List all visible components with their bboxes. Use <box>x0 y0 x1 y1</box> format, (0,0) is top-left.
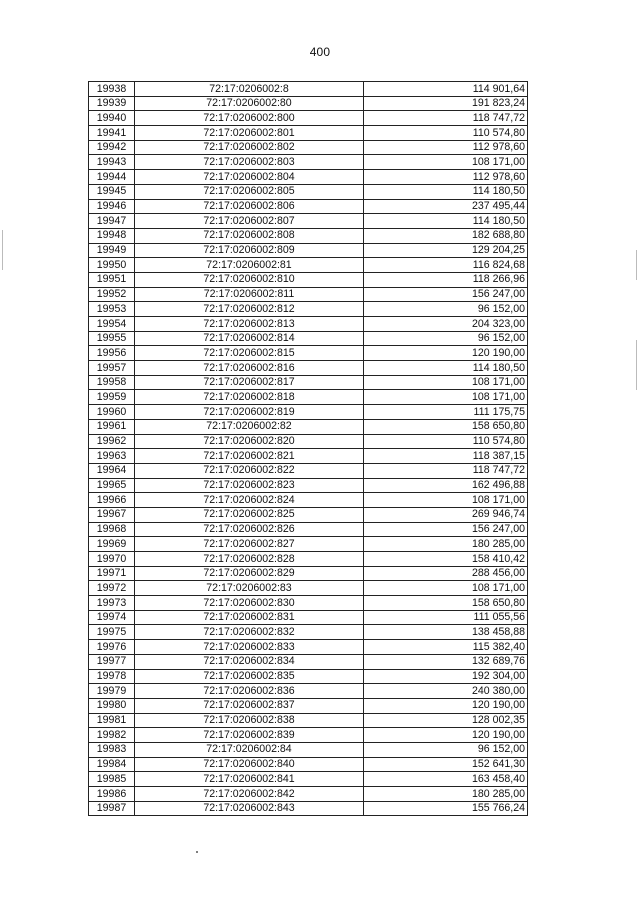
scan-speck <box>196 851 198 853</box>
cadastral-number-cell: 72:17:0206002:835 <box>135 669 364 684</box>
cadastral-value-cell: 118 266,96 <box>364 272 528 287</box>
row-number-cell: 19954 <box>89 317 135 332</box>
cadastral-number-cell: 72:17:0206002:832 <box>135 625 364 640</box>
cadastral-value-cell: 158 650,80 <box>364 419 528 434</box>
row-number-cell: 19986 <box>89 787 135 802</box>
cadastral-value-cell: 118 387,15 <box>364 449 528 464</box>
row-number-cell: 19959 <box>89 390 135 405</box>
cadastral-number-cell: 72:17:0206002:804 <box>135 170 364 185</box>
cadastral-value-cell: 108 171,00 <box>364 493 528 508</box>
cadastral-value-cell: 112 978,60 <box>364 140 528 155</box>
table-row <box>89 228 528 243</box>
cadastral-number-cell: 72:17:0206002:81 <box>135 258 364 273</box>
page-number: 400 <box>309 45 331 59</box>
table-row <box>89 170 528 185</box>
cadastral-number-cell: 72:17:0206002:801 <box>135 126 364 141</box>
cadastral-number-cell: 72:17:0206002:803 <box>135 155 364 170</box>
table-row <box>89 155 528 170</box>
row-number-cell: 19960 <box>89 405 135 420</box>
cadastral-value-cell: 192 304,00 <box>364 669 528 684</box>
cadastral-value-cell: 156 247,00 <box>364 287 528 302</box>
table-row <box>89 419 528 434</box>
row-number-cell: 19984 <box>89 757 135 772</box>
cadastral-number-cell: 72:17:0206002:840 <box>135 757 364 772</box>
cadastral-number-cell: 72:17:0206002:841 <box>135 772 364 787</box>
row-number-cell: 19982 <box>89 728 135 743</box>
cadastral-value-cell: 182 688,80 <box>364 228 528 243</box>
cadastral-value-cell: 163 458,40 <box>364 772 528 787</box>
table-row <box>89 214 528 229</box>
cadastral-number-cell: 72:17:0206002:829 <box>135 566 364 581</box>
cadastral-value-cell: 158 650,80 <box>364 596 528 611</box>
row-number-cell: 19979 <box>89 684 135 699</box>
row-number-cell: 19968 <box>89 522 135 537</box>
cadastral-value-cell: 114 901,64 <box>364 82 528 97</box>
row-number-cell: 19977 <box>89 654 135 669</box>
row-number-cell: 19978 <box>89 669 135 684</box>
table-row <box>89 434 528 449</box>
scan-edge-right-lower <box>636 340 637 390</box>
table-row <box>89 742 528 757</box>
table-row <box>89 698 528 713</box>
cadastral-number-cell: 72:17:0206002:811 <box>135 287 364 302</box>
row-number-cell: 19967 <box>89 507 135 522</box>
row-number-cell: 19953 <box>89 302 135 317</box>
row-number-cell: 19970 <box>89 552 135 567</box>
row-number-cell: 19987 <box>89 801 135 816</box>
row-number-cell: 19983 <box>89 742 135 757</box>
cadastral-number-cell: 72:17:0206002:84 <box>135 742 364 757</box>
row-number-cell: 19974 <box>89 610 135 625</box>
table-row <box>89 581 528 596</box>
cadastral-number-cell: 72:17:0206002:837 <box>135 698 364 713</box>
table-row <box>89 272 528 287</box>
cadastral-number-cell: 72:17:0206002:843 <box>135 801 364 816</box>
cadastral-value-cell: 114 180,50 <box>364 361 528 376</box>
row-number-cell: 19958 <box>89 375 135 390</box>
table-row <box>89 537 528 552</box>
row-number-cell: 19948 <box>89 228 135 243</box>
table-row <box>89 302 528 317</box>
cadastral-number-cell: 72:17:0206002:838 <box>135 713 364 728</box>
row-number-cell: 19955 <box>89 331 135 346</box>
cadastral-number-cell: 72:17:0206002:83 <box>135 581 364 596</box>
table-row <box>89 390 528 405</box>
cadastral-value-cell: 120 190,00 <box>364 728 528 743</box>
table-row <box>89 757 528 772</box>
cadastral-value-cell: 288 456,00 <box>364 566 528 581</box>
cadastral-value-cell: 108 171,00 <box>364 390 528 405</box>
cadastral-number-cell: 72:17:0206002:824 <box>135 493 364 508</box>
cadastral-value-cell: 114 180,50 <box>364 214 528 229</box>
cadastral-value-cell: 180 285,00 <box>364 787 528 802</box>
cadastral-number-cell: 72:17:0206002:823 <box>135 478 364 493</box>
table-row <box>89 728 528 743</box>
cadastral-number-cell: 72:17:0206002:828 <box>135 552 364 567</box>
cadastral-value-cell: 108 171,00 <box>364 155 528 170</box>
cadastral-value-cell: 96 152,00 <box>364 742 528 757</box>
cadastral-number-cell: 72:17:0206002:842 <box>135 787 364 802</box>
cadastral-value-cell: 152 641,30 <box>364 757 528 772</box>
row-number-cell: 19940 <box>89 111 135 126</box>
cadastral-number-cell: 72:17:0206002:818 <box>135 390 364 405</box>
table-row <box>89 507 528 522</box>
cadastral-value-cell: 180 285,00 <box>364 537 528 552</box>
cadastral-value-cell: 191 823,24 <box>364 96 528 111</box>
cadastral-number-cell: 72:17:0206002:80 <box>135 96 364 111</box>
cadastral-number-cell: 72:17:0206002:815 <box>135 346 364 361</box>
cadastral-number-cell: 72:17:0206002:834 <box>135 654 364 669</box>
cadastral-value-cell: 128 002,35 <box>364 713 528 728</box>
row-number-cell: 19980 <box>89 698 135 713</box>
row-number-cell: 19950 <box>89 258 135 273</box>
table-row <box>89 405 528 420</box>
table-row <box>89 566 528 581</box>
cadastral-value-table <box>88 81 528 816</box>
table-row <box>89 801 528 816</box>
table-row <box>89 317 528 332</box>
row-number-cell: 19973 <box>89 596 135 611</box>
row-number-cell: 19943 <box>89 155 135 170</box>
table-row <box>89 140 528 155</box>
table-row <box>89 287 528 302</box>
cadastral-number-cell: 72:17:0206002:826 <box>135 522 364 537</box>
cadastral-number-cell: 72:17:0206002:814 <box>135 331 364 346</box>
table-row <box>89 449 528 464</box>
cadastral-number-cell: 72:17:0206002:812 <box>135 302 364 317</box>
cadastral-number-cell: 72:17:0206002:820 <box>135 434 364 449</box>
row-number-cell: 19965 <box>89 478 135 493</box>
cadastral-number-cell: 72:17:0206002:82 <box>135 419 364 434</box>
cadastral-number-cell: 72:17:0206002:821 <box>135 449 364 464</box>
cadastral-value-cell: 110 574,80 <box>364 126 528 141</box>
cadastral-value-cell: 120 190,00 <box>364 346 528 361</box>
table-row <box>89 684 528 699</box>
cadastral-value-cell: 158 410,42 <box>364 552 528 567</box>
row-number-cell: 19944 <box>89 170 135 185</box>
cadastral-number-cell: 72:17:0206002:808 <box>135 228 364 243</box>
table-row <box>89 787 528 802</box>
table-row <box>89 552 528 567</box>
cadastral-value-cell: 237 495,44 <box>364 199 528 214</box>
cadastral-number-cell: 72:17:0206002:836 <box>135 684 364 699</box>
cadastral-value-cell: 112 978,60 <box>364 170 528 185</box>
row-number-cell: 19981 <box>89 713 135 728</box>
table-row <box>89 713 528 728</box>
table-row <box>89 669 528 684</box>
cadastral-value-cell: 269 946,74 <box>364 507 528 522</box>
row-number-cell: 19971 <box>89 566 135 581</box>
row-number-cell: 19964 <box>89 463 135 478</box>
cadastral-number-cell: 72:17:0206002:833 <box>135 640 364 655</box>
cadastral-value-cell: 120 190,00 <box>364 698 528 713</box>
table-row <box>89 258 528 273</box>
cadastral-value-cell: 138 458,88 <box>364 625 528 640</box>
cadastral-value-cell: 110 574,80 <box>364 434 528 449</box>
table-row <box>89 375 528 390</box>
row-number-cell: 19949 <box>89 243 135 258</box>
row-number-cell: 19985 <box>89 772 135 787</box>
cadastral-number-cell: 72:17:0206002:830 <box>135 596 364 611</box>
cadastral-value-cell: 118 747,72 <box>364 463 528 478</box>
cadastral-value-cell: 155 766,24 <box>364 801 528 816</box>
table-row <box>89 463 528 478</box>
row-number-cell: 19969 <box>89 537 135 552</box>
cadastral-value-cell: 96 152,00 <box>364 331 528 346</box>
table-row <box>89 654 528 669</box>
cadastral-number-cell: 72:17:0206002:810 <box>135 272 364 287</box>
row-number-cell: 19951 <box>89 272 135 287</box>
row-number-cell: 19947 <box>89 214 135 229</box>
cadastral-value-cell: 156 247,00 <box>364 522 528 537</box>
row-number-cell: 19957 <box>89 361 135 376</box>
table-row <box>89 331 528 346</box>
table-row <box>89 493 528 508</box>
table-body <box>89 82 528 816</box>
cadastral-number-cell: 72:17:0206002:8 <box>135 82 364 97</box>
cadastral-number-cell: 72:17:0206002:809 <box>135 243 364 258</box>
table-row <box>89 772 528 787</box>
cadastral-number-cell: 72:17:0206002:813 <box>135 317 364 332</box>
scan-edge-right <box>636 250 637 280</box>
row-number-cell: 19976 <box>89 640 135 655</box>
cadastral-value-cell: 132 689,76 <box>364 654 528 669</box>
table-row <box>89 96 528 111</box>
cadastral-value-cell: 111 175,75 <box>364 405 528 420</box>
row-number-cell: 19939 <box>89 96 135 111</box>
cadastral-number-cell: 72:17:0206002:839 <box>135 728 364 743</box>
cadastral-value-cell: 118 747,72 <box>364 111 528 126</box>
table-row <box>89 478 528 493</box>
cadastral-number-cell: 72:17:0206002:817 <box>135 375 364 390</box>
cadastral-value-cell: 129 204,25 <box>364 243 528 258</box>
row-number-cell: 19963 <box>89 449 135 464</box>
table-row <box>89 522 528 537</box>
cadastral-value-cell: 114 180,50 <box>364 184 528 199</box>
cadastral-number-cell: 72:17:0206002:802 <box>135 140 364 155</box>
table-row <box>89 243 528 258</box>
row-number-cell: 19961 <box>89 419 135 434</box>
cadastral-value-cell: 204 323,00 <box>364 317 528 332</box>
cadastral-number-cell: 72:17:0206002:816 <box>135 361 364 376</box>
cadastral-value-cell: 108 171,00 <box>364 375 528 390</box>
row-number-cell: 19942 <box>89 140 135 155</box>
cadastral-number-cell: 72:17:0206002:800 <box>135 111 364 126</box>
cadastral-number-cell: 72:17:0206002:819 <box>135 405 364 420</box>
row-number-cell: 19966 <box>89 493 135 508</box>
table-row <box>89 610 528 625</box>
table-row <box>89 596 528 611</box>
table-row <box>89 82 528 97</box>
table-row <box>89 346 528 361</box>
table-row <box>89 184 528 199</box>
table-row <box>89 640 528 655</box>
cadastral-number-cell: 72:17:0206002:825 <box>135 507 364 522</box>
cadastral-number-cell: 72:17:0206002:827 <box>135 537 364 552</box>
row-number-cell: 19941 <box>89 126 135 141</box>
cadastral-value-cell: 96 152,00 <box>364 302 528 317</box>
cadastral-number-cell: 72:17:0206002:831 <box>135 610 364 625</box>
cadastral-number-cell: 72:17:0206002:807 <box>135 214 364 229</box>
scan-edge-left <box>2 230 3 270</box>
row-number-cell: 19956 <box>89 346 135 361</box>
table-row <box>89 625 528 640</box>
row-number-cell: 19962 <box>89 434 135 449</box>
row-number-cell: 19975 <box>89 625 135 640</box>
table-row <box>89 111 528 126</box>
cadastral-number-cell: 72:17:0206002:806 <box>135 199 364 214</box>
cadastral-value-cell: 116 824,68 <box>364 258 528 273</box>
row-number-cell: 19938 <box>89 82 135 97</box>
row-number-cell: 19972 <box>89 581 135 596</box>
cadastral-number-cell: 72:17:0206002:822 <box>135 463 364 478</box>
cadastral-value-cell: 115 382,40 <box>364 640 528 655</box>
cadastral-value-cell: 108 171,00 <box>364 581 528 596</box>
row-number-cell: 19945 <box>89 184 135 199</box>
cadastral-value-cell: 162 496,88 <box>364 478 528 493</box>
row-number-cell: 19946 <box>89 199 135 214</box>
table-row <box>89 126 528 141</box>
cadastral-number-cell: 72:17:0206002:805 <box>135 184 364 199</box>
row-number-cell: 19952 <box>89 287 135 302</box>
table-row <box>89 199 528 214</box>
cadastral-value-cell: 111 055,56 <box>364 610 528 625</box>
cadastral-value-cell: 240 380,00 <box>364 684 528 699</box>
table-row <box>89 361 528 376</box>
